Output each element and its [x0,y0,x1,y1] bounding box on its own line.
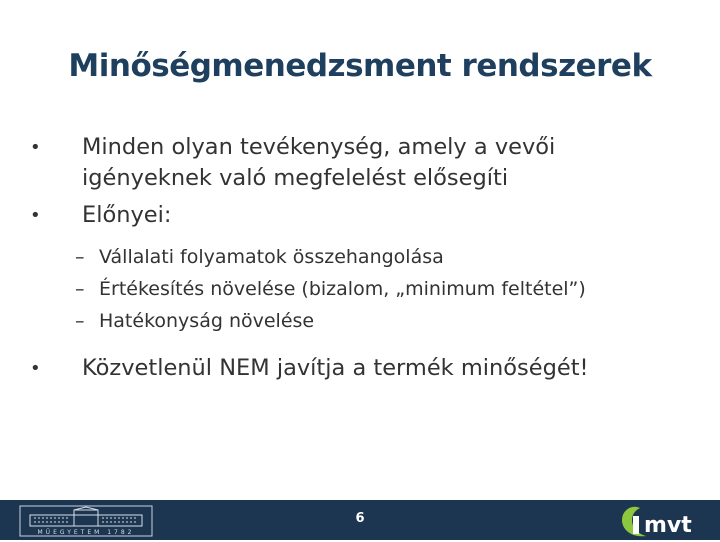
bullet-item [24,132,684,194]
bullet-item [24,353,602,384]
svg-text:MŰEGYETEM 1782: MŰEGYETEM 1782 [37,529,135,536]
slide-content [24,132,684,384]
bullet-text: Közvetlenül NEM javítja a termék minőségét! [82,355,589,381]
dash-icon: – [75,246,85,268]
svg-text:mvt: mvt [644,513,692,538]
slide-title: Minőségmenedzsment rendszerek [68,48,652,84]
dash-icon: – [75,278,85,300]
sub-bullet-text: Hatékonyság növelése [99,310,315,332]
bullet-text: Minden olyan tevékenység, amely a vevői igényeknek való megfelelést elősegíti [82,134,556,191]
bullet-dot-icon: • [30,358,41,379]
mvt-logo [618,502,708,538]
sub-bullet-item [24,243,684,271]
sub-bullet-text: Vállalati folyamatok összehangolása [99,246,444,268]
page-number: 6 [355,511,365,526]
bullet-dot-icon: • [30,205,41,226]
dash-icon: – [75,310,85,332]
sub-bullet-text: Értékesítés növelése (bizalom, „minimum feltétel”) [99,278,586,300]
university-building-logo [18,504,154,538]
building-icon [18,504,154,538]
footer-bar [0,500,720,540]
sub-bullet-item [24,307,684,335]
mvt-logo-icon [618,502,708,538]
sub-bullet-item [24,275,599,303]
bullet-text: Előnyei: [82,202,172,228]
bullet-dot-icon: • [30,137,41,158]
bullet-item [24,200,684,231]
